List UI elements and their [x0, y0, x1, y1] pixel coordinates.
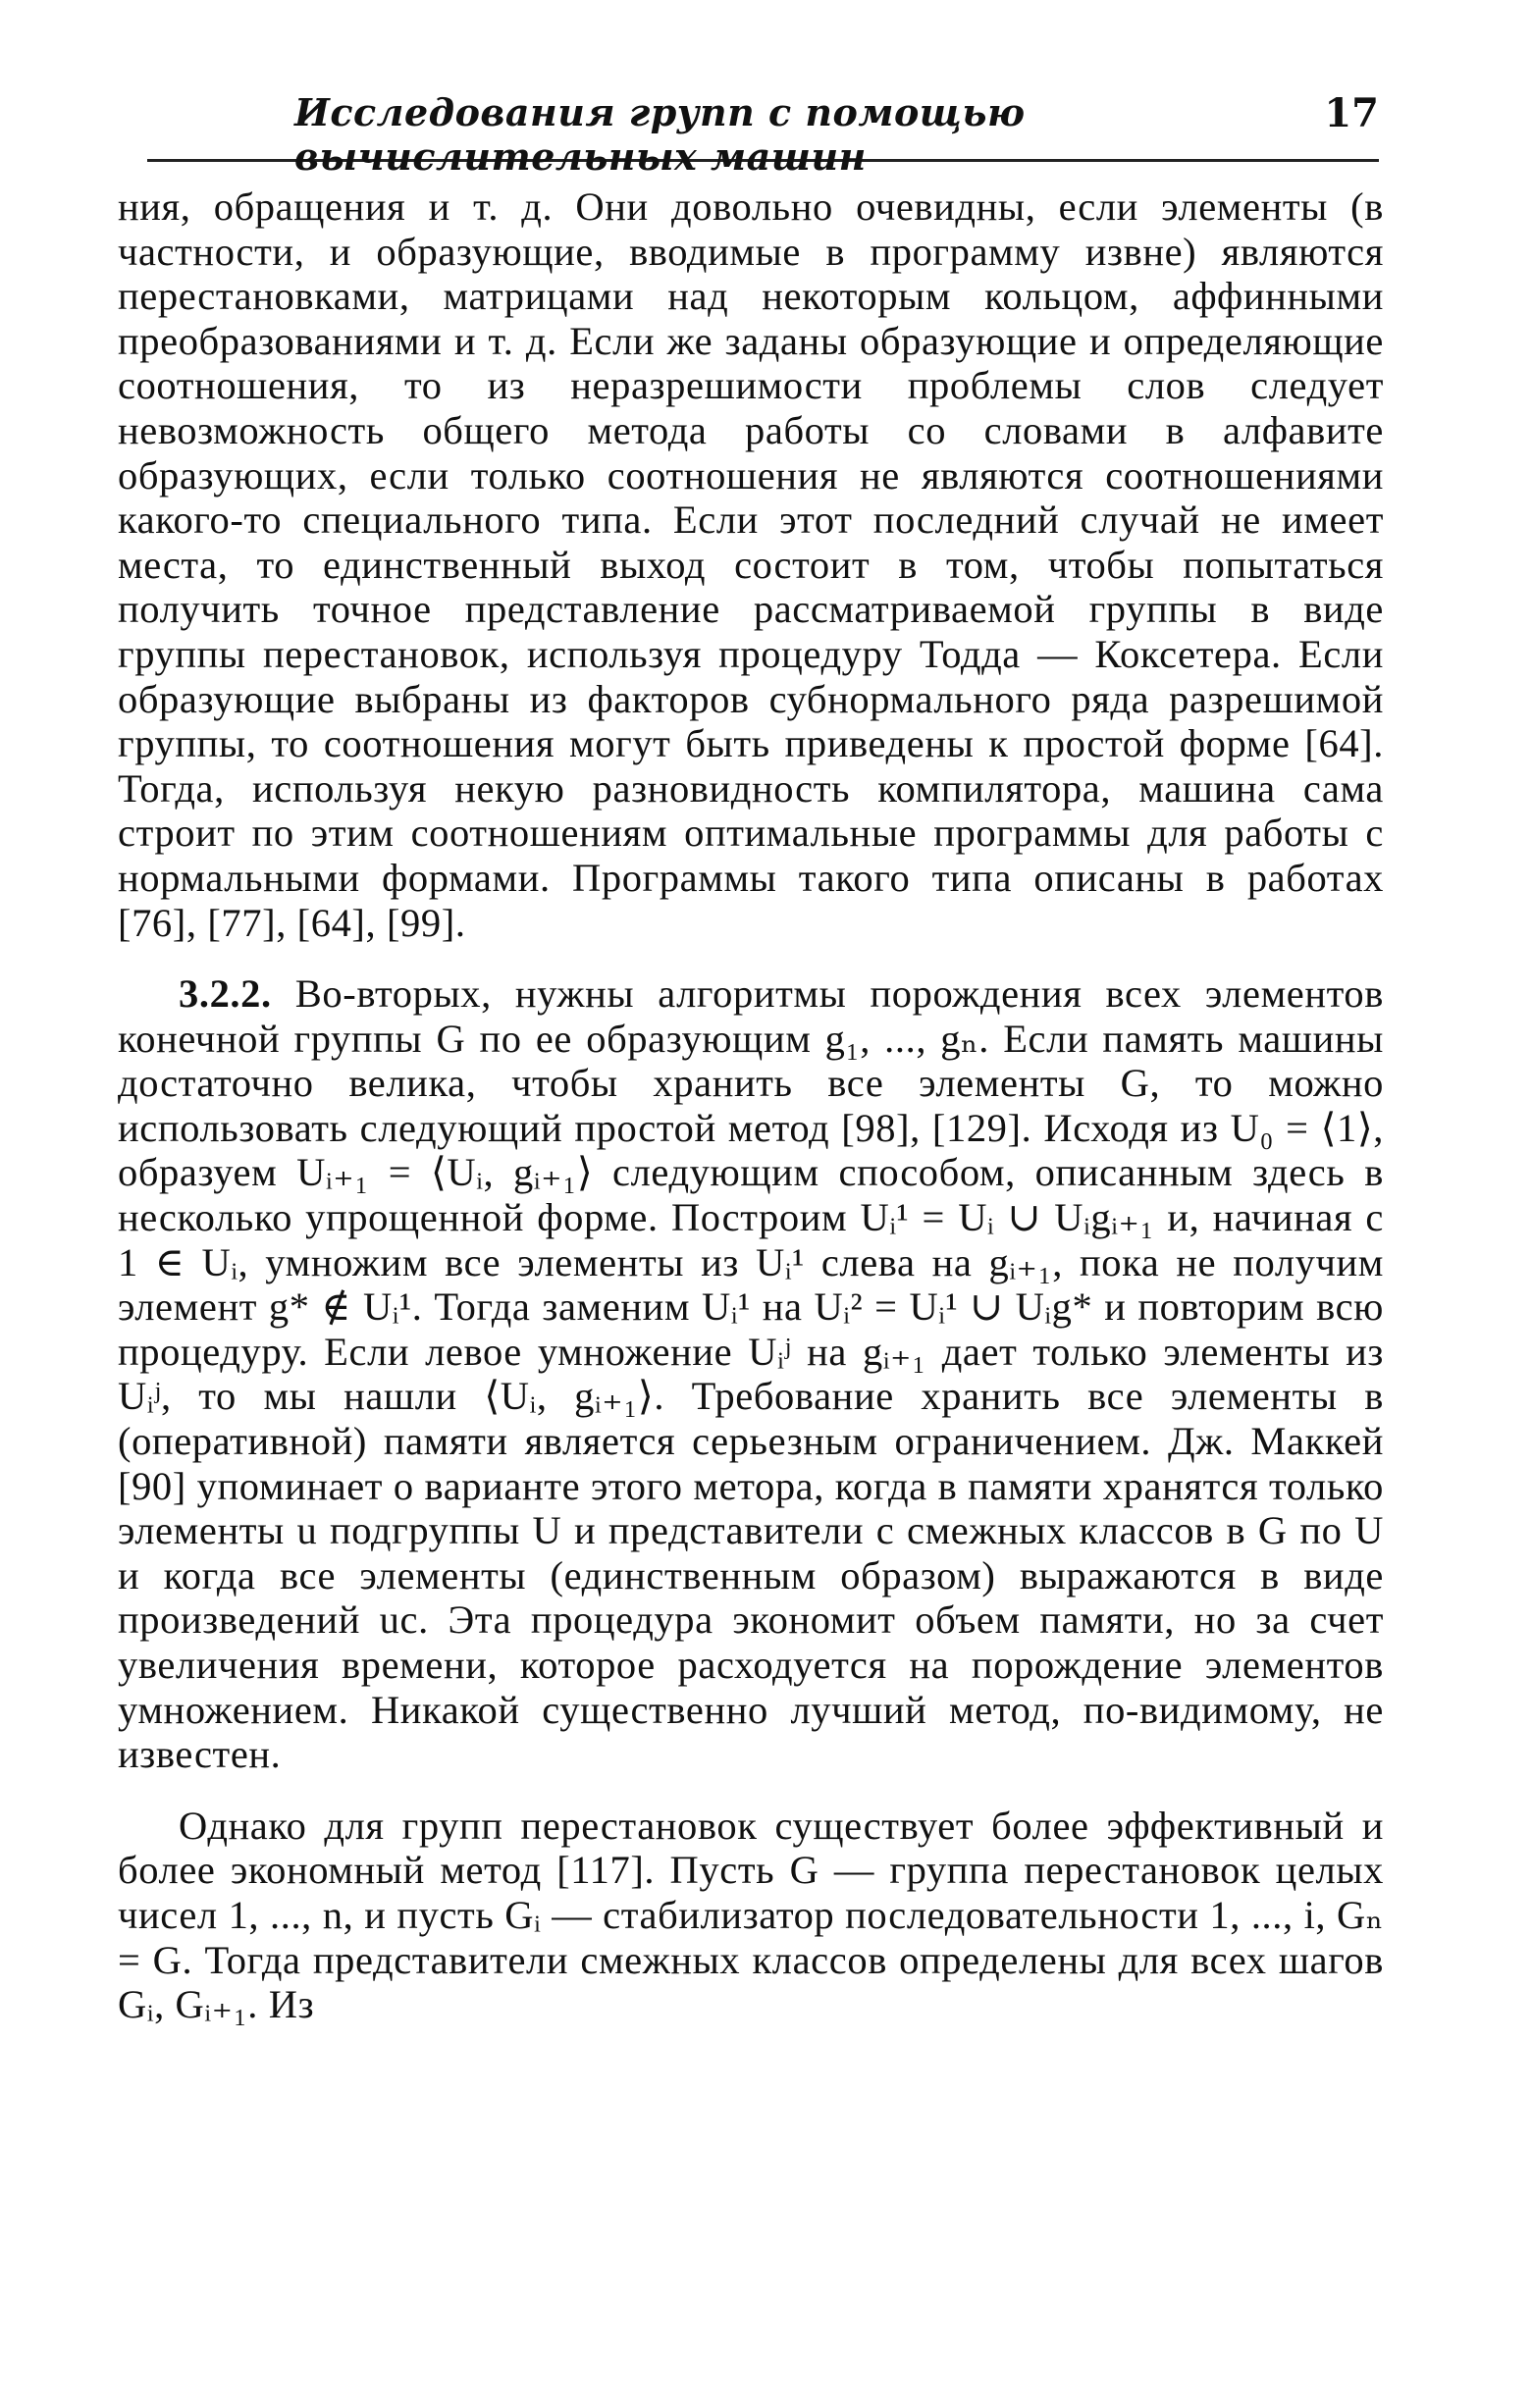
paragraph [118, 184, 1384, 945]
page-number: 17 [1324, 90, 1379, 136]
paragraph-text: Во-вторых, нужны алгоритмы порождения всех элементов конечной группы G по ее образующим g₁, ..., gₙ. Если память машины достаточно велика, чтобы хранить все элементы G, то можно использовать следующий простой метод [98], [129]. Исходя из U₀ = ⟨1⟩, образуем Uᵢ₊₁ = ⟨Uᵢ, gᵢ₊₁⟩ следующим способом, описанным здесь в несколько упрощенной форме. Построим Uᵢ¹ = Uᵢ ∪ Uᵢgᵢ₊₁ и, начиная с 1 ∈ Uᵢ, умножим все элементы из Uᵢ¹ слева на gᵢ₊₁, пока не получим элемент g* ∉ Uᵢ¹. Тогда заменим Uᵢ¹ на Uᵢ² = Uᵢ¹ ∪ Uᵢg* и повторим всю процедуру. Если левое умножение Uᵢʲ на gᵢ₊₁ дает только элементы из Uᵢʲ, то мы нашли ⟨Uᵢ, gᵢ₊₁⟩. Требование хранить все элементы в (оперативной) памяти является серьезным ограничением. Дж. Маккей [90] упоминает о варианте этого метора, когда в памяти хранятся только элементы u подгруппы U и представители c смежных классов в G по U и когда все элементы (единственным образом) выражаются в виде произведений uc. Эта процедура экономит объем памяти, но за счет увеличения времени, которое расходуется на порождение элементов умножением. Никакой существенно лучший метод, по-видимому, не известен. [118, 971, 1384, 1777]
page-header [147, 80, 1379, 179]
paragraph-text: Однако для групп перестановок существует более эффективный и более экономный метод [117]. Пусть G — группа перестановок целых чисел 1, ..., n, и пусть Gᵢ — стабилизатор последовательности 1, ..., i, Gₙ = G. Тогда представители смежных классов определены для всех шагов Gᵢ, Gᵢ₊₁. Из [118, 1803, 1384, 2027]
section-number: 3.2.2. [179, 971, 272, 1017]
paragraph [118, 971, 1384, 1777]
paragraph-text: ния, обращения и т. д. Они довольно очевидны, если элементы (в частности, и образующие, вводимые в программу извне) являются перестановками, матрицами над некоторым кольцом, аффинными преобразованиями и т. д. Если же заданы образующие и определяющие соотношения, то из неразрешимости проблемы слов следует невозможность общего метода работы со словами в алфавите образующих, если только соотношения не являются соотношениями какого-то специального типа. Если этот последний случай не имеет места, то единственный выход состоит в том, чтобы попытаться получить точное представление рассматриваемой группы в виде группы перестановок, используя процедуру Тодда — Коксетера. Если образующие выбраны из факторов субнормального ряда разрешимой группы, то соотношения могут быть приведены к простой форме [64]. Тогда, используя некую разновидность компилятора, машина сама строит по этим соотношениям оптимальные программы для работы с нормальными формами. Программы такого типа описаны в работах [76], [77], [64], [99]. [118, 184, 1384, 945]
running-title: Исследования групп с помощью вычислительных машин [294, 90, 1026, 179]
body-text [118, 184, 1384, 2027]
paragraph [118, 1804, 1384, 2027]
